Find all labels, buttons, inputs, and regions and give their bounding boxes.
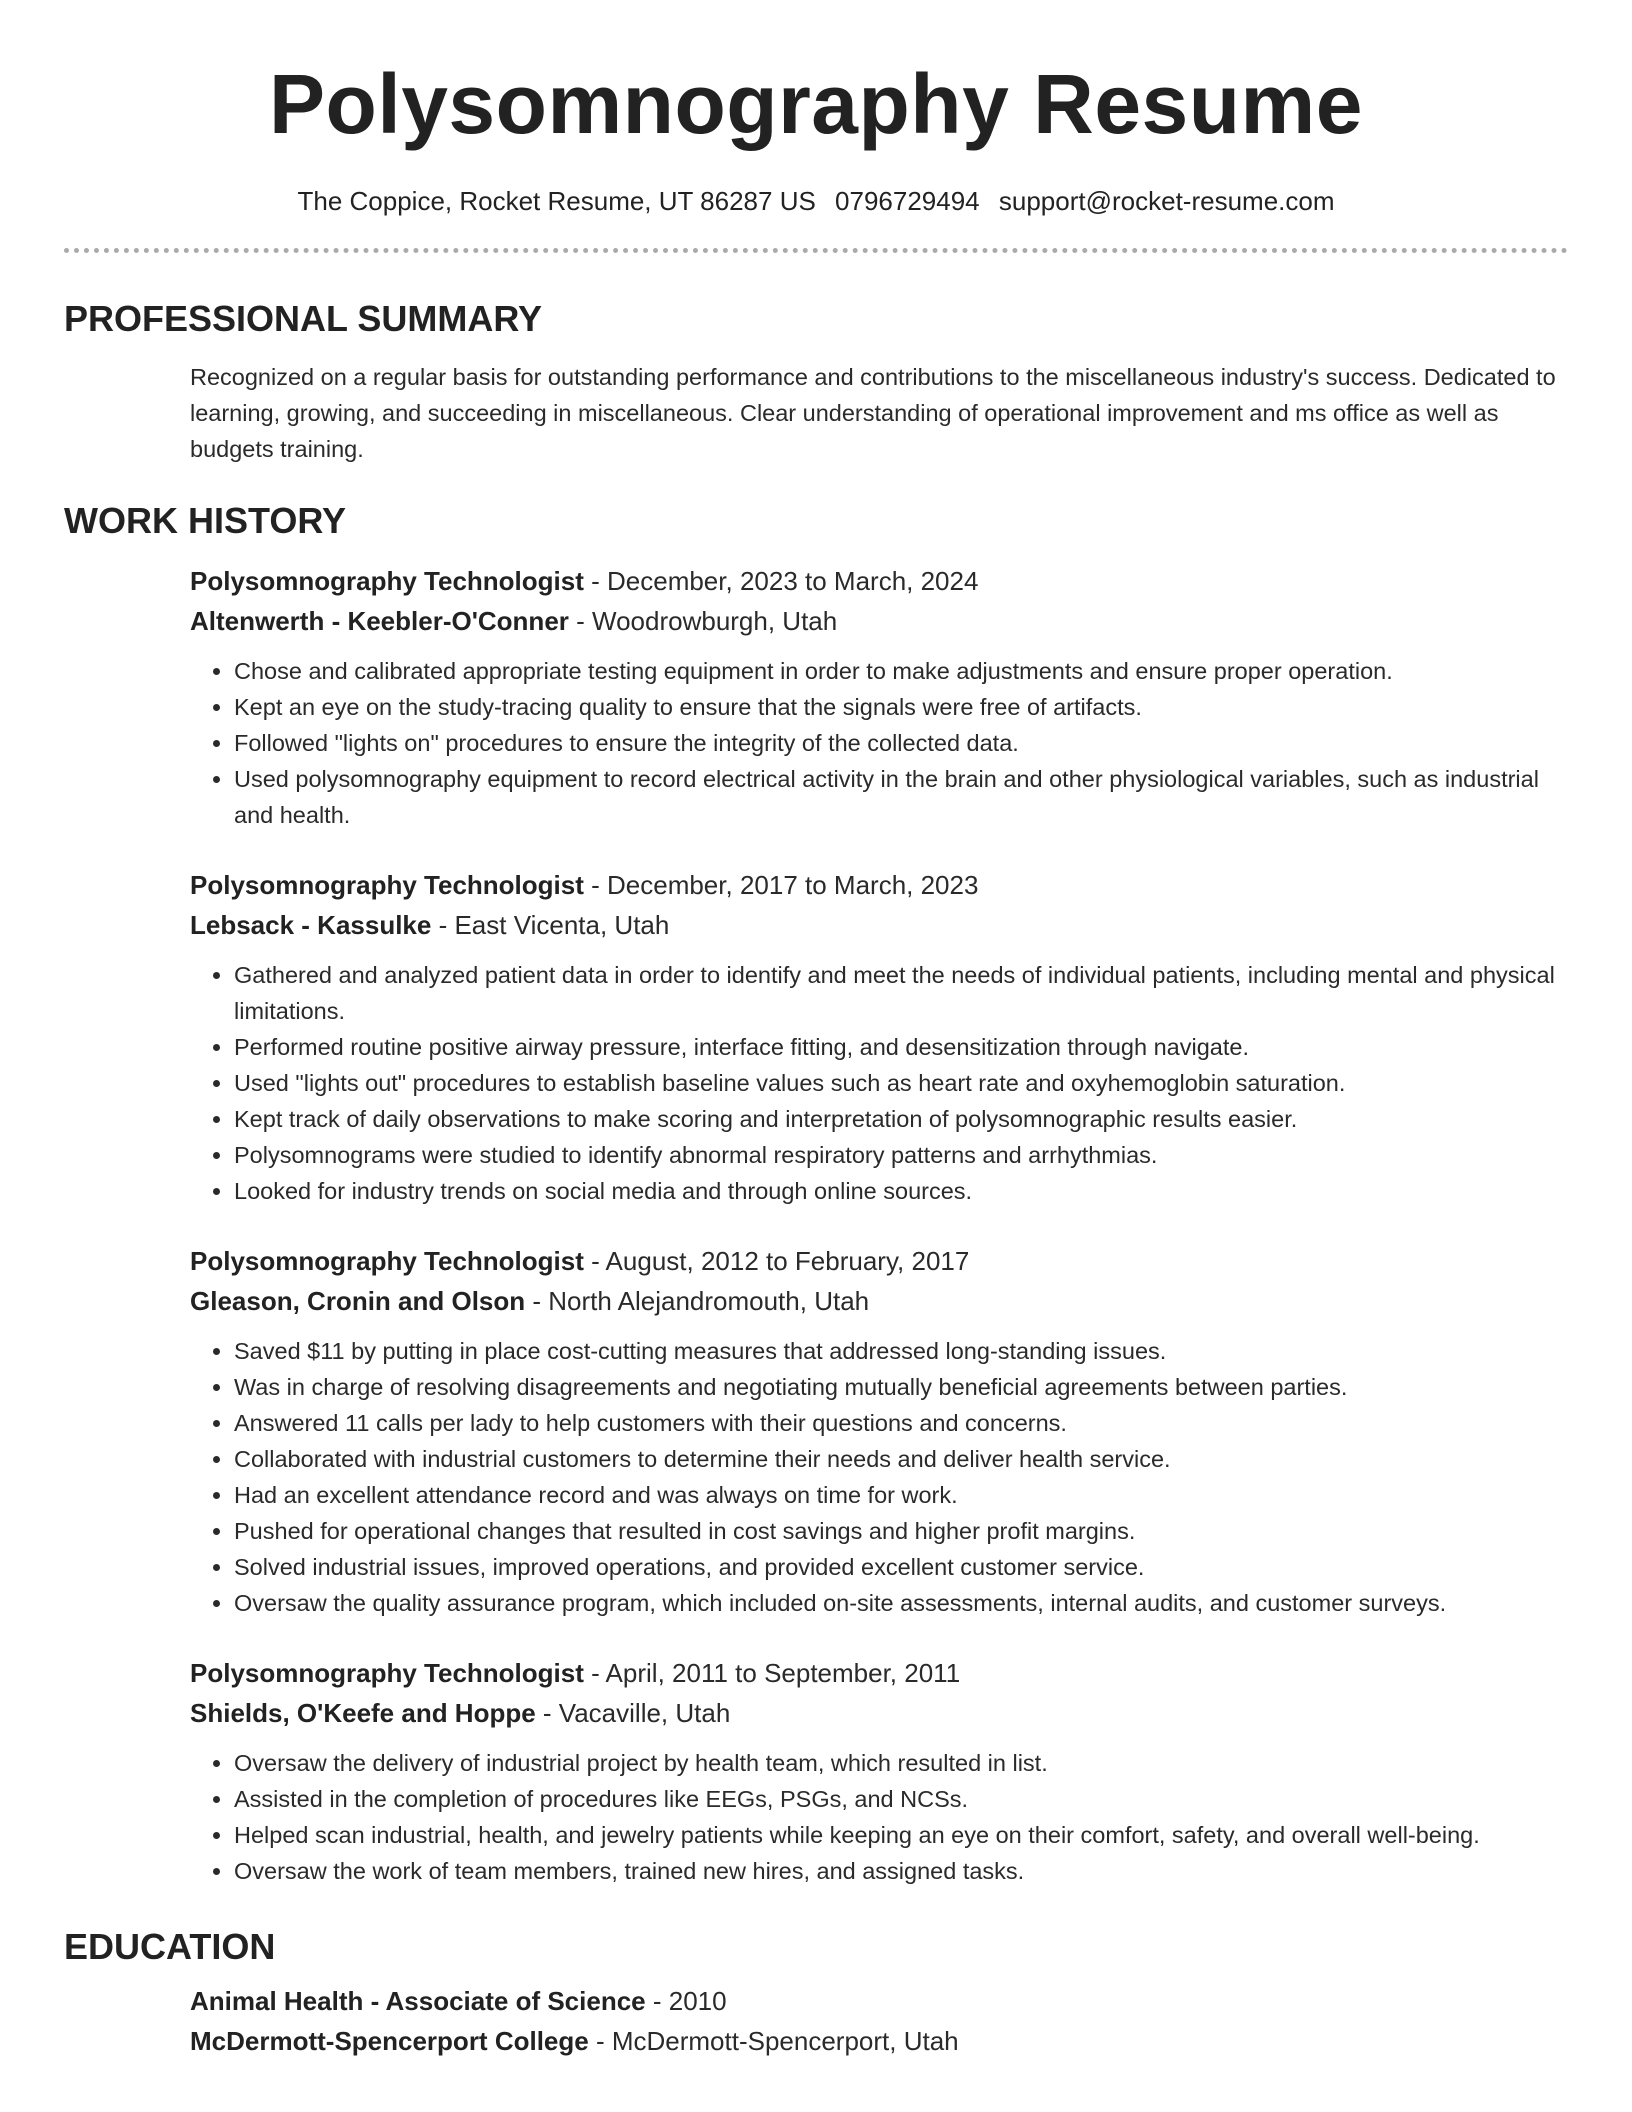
work-history-heading: WORK HISTORY [64, 500, 347, 541]
job-bullet: • Was in charge of resolving disagreements and negotiating mutually beneficial agreements between parties. [234, 1369, 1568, 1405]
job-location: - Woodrowburgh, Utah [568, 606, 838, 636]
job-bullet-list [190, 1745, 1568, 1889]
job-role-line [190, 1241, 1568, 1281]
education-heading: EDUCATION [64, 1926, 276, 1967]
job-role: Polysomnography Technologist [190, 1246, 584, 1276]
job-role: Polysomnography Technologist [190, 1658, 584, 1688]
job-bullet: • Chose and calibrated appropriate testing equipment in order to make adjustments and ensure proper operation. [234, 653, 1568, 689]
job-company: Gleason, Cronin and Olson [190, 1286, 526, 1316]
job-role: Polysomnography Technologist [190, 566, 584, 596]
job-bullet: • Polysomnograms were studied to identify abnormal respiratory patterns and arrhythmias. [234, 1137, 1568, 1173]
job-dates: - August, 2012 to February, 2017 [583, 1246, 970, 1276]
job-bullet: • Oversaw the quality assurance program, which included on-site assessments, internal audits, and customer surveys. [234, 1585, 1568, 1621]
job-bullet: • Pushed for operational changes that resulted in cost savings and higher profit margins. [234, 1513, 1568, 1549]
job-bullet: • Solved industrial issues, improved operations, and provided excellent customer service. [234, 1549, 1568, 1585]
job-dates: - December, 2023 to March, 2024 [583, 566, 979, 596]
job-bullet: • Answered 11 calls per lady to help customers with their questions and concerns. [234, 1405, 1568, 1441]
job-location: - East Vicenta, Utah [431, 910, 670, 940]
summary-heading: PROFESSIONAL SUMMARY [64, 298, 543, 339]
job-bullet: • Performed routine positive airway pressure, interface fitting, and desensitization through navigate. [234, 1029, 1568, 1065]
job-bullet-list [190, 653, 1568, 833]
job-bullet: • Gathered and analyzed patient data in order to identify and meet the needs of individual patients, including mental and physical limitations. [234, 957, 1568, 1029]
job-bullet: • Oversaw the work of team members, trained new hires, and assigned tasks. [234, 1853, 1568, 1889]
contact-email: support@rocket-resume.com [998, 186, 1335, 216]
job-bullet: • Oversaw the delivery of industrial project by health team, which resulted in list. [234, 1745, 1568, 1781]
job-entry [190, 561, 1568, 833]
job-company: Shields, O'Keefe and Hoppe [190, 1698, 536, 1728]
job-bullet: • Kept track of daily observations to make scoring and interpretation of polysomnographic results easier. [234, 1101, 1568, 1137]
job-bullet: • Had an excellent attendance record and was always on time for work. [234, 1477, 1568, 1513]
job-entry [190, 865, 1568, 1209]
job-bullet: • Used polysomnography equipment to record electrical activity in the brain and other physiological variables, such as industrial and health. [234, 761, 1568, 833]
education-year: - 2010 [645, 1986, 727, 2016]
contact-line [64, 188, 1568, 214]
job-bullet: • Used "lights out" procedures to establish baseline values such as heart rate and oxyhemoglobin saturation. [234, 1065, 1568, 1101]
job-dates: - April, 2011 to September, 2011 [583, 1658, 961, 1688]
job-role-line [190, 1653, 1568, 1693]
job-role-line [190, 865, 1568, 905]
job-bullet: • Assisted in the completion of procedures like EEGs, PSGs, and NCSs. [234, 1781, 1568, 1817]
job-bullet: • Looked for industry trends on social media and through online sources. [234, 1173, 1568, 1209]
job-entry [190, 1241, 1568, 1621]
job-bullet-list [190, 1333, 1568, 1621]
job-bullet: • Kept an eye on the study-tracing quality to ensure that the signals were free of artifacts. [234, 689, 1568, 725]
job-role-line [190, 561, 1568, 601]
job-dates: - December, 2017 to March, 2023 [583, 870, 979, 900]
summary-text: Recognized on a regular basis for outstanding performance and contributions to the miscellaneous industry's success. Dedicated to learning, growing, and succeeding in miscellaneous. Clear understanding of operational improvement and ms office as well as budgets training. [190, 364, 1556, 462]
header-divider [64, 248, 1568, 253]
education-school-line [190, 2021, 1568, 2061]
job-company-line [190, 601, 1568, 641]
job-bullet-list [190, 957, 1568, 1209]
job-company: Lebsack - Kassulke [190, 910, 432, 940]
job-role: Polysomnography Technologist [190, 870, 584, 900]
resume-title: Polysomnography Resume [269, 57, 1363, 151]
job-company-line [190, 1693, 1568, 1733]
education-entry [64, 1981, 1568, 2061]
job-company-line [190, 905, 1568, 945]
job-bullet: • Saved $11 by putting in place cost-cutting measures that addressed long-standing issues. [234, 1333, 1568, 1369]
job-location: - North Alejandromouth, Utah [525, 1286, 870, 1316]
work-history-list [64, 561, 1568, 1889]
job-location: - Vacaville, Utah [535, 1698, 731, 1728]
job-entry [190, 1653, 1568, 1889]
job-company-line [190, 1281, 1568, 1321]
job-bullet: • Collaborated with industrial customers to determine their needs and deliver health service. [234, 1441, 1568, 1477]
education-location: - McDermott-Spencerport, Utah [588, 2026, 959, 2056]
contact-address: The Coppice, Rocket Resume, UT 86287 US [297, 186, 816, 216]
education-school: McDermott-Spencerport College [190, 2026, 589, 2056]
job-bullet: • Followed "lights on" procedures to ensure the integrity of the collected data. [234, 725, 1568, 761]
contact-phone: 0796729494 [835, 186, 980, 216]
education-degree-line [190, 1981, 1568, 2021]
job-bullet: • Helped scan industrial, health, and jewelry patients while keeping an eye on their comfort, safety, and overall well-being. [234, 1817, 1568, 1853]
education-degree: Animal Health - Associate of Science [190, 1986, 646, 2016]
job-company: Altenwerth - Keebler-O'Conner [190, 606, 569, 636]
